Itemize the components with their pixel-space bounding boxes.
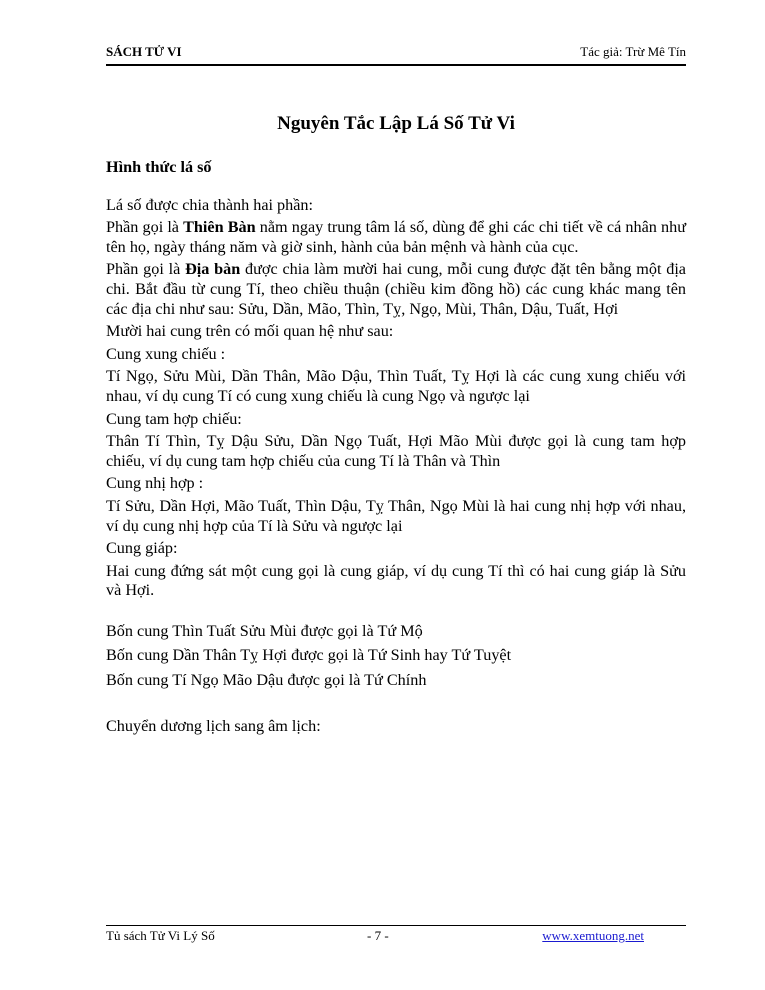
thien-ban-paragraph xyxy=(106,218,686,257)
text-fragment: Phần gọi là xyxy=(106,218,184,237)
intro-paragraph: Lá số được chia thành hai phần: xyxy=(106,195,314,214)
thien-ban-term: Thiên Bàn xyxy=(183,218,256,237)
xung-chieu-text: Tí Ngọ, Sửu Mùi, Dần Thân, Mão Dậu, Thìn Tuất, Tỵ Hợi là các cung xung chiếu với nhau, ví dụ cung Tí có cung xung chiếu là cung Ngọ và ngược lại xyxy=(106,367,686,405)
footer-divider xyxy=(106,925,686,926)
spacer xyxy=(106,604,686,622)
footer-series: Tủ sách Tử Vi Lý Số xyxy=(106,928,215,943)
nhi-hop-text: Tí Sửu, Dần Hợi, Mão Tuất, Thìn Dậu, Tỵ Thân, Ngọ Mùi là hai cung nhị hợp với nhau, ví dụ cung nhị hợp của Tí là Sửu và ngược lại xyxy=(106,496,686,535)
tam-hop-text: Thân Tí Thìn, Tỵ Dậu Sửu, Dần Ngọ Tuất, Hợi Mão Mùi được gọi là cung tam hợp chiếu, ví dụ cung tam hợp chiếu của cung Tí là Thân và Thìn xyxy=(106,432,686,470)
main-content xyxy=(106,158,686,739)
section-heading: Hình thức lá số xyxy=(106,158,212,176)
nhi-hop-label: Cung nhị hợp : xyxy=(106,474,204,493)
text-fragment: nằm ngay trung tâm lá số, dùng để ghi các chi tiết về cá nhân như tên họ, ngày tháng năm và giờ sinh, hành của bản mệnh và hành của cục. xyxy=(106,218,686,256)
text-fragment: Phần gọi là xyxy=(106,260,186,279)
tu-chinh-line: Bốn cung Tí Ngọ Mão Dậu được gọi là Tứ Chính xyxy=(106,671,427,690)
spacer xyxy=(106,696,686,717)
page-footer xyxy=(106,928,686,946)
cung-giap-label: Cung giáp: xyxy=(106,539,178,558)
lunar-conversion-heading: Chuyển dương lịch sang âm lịch: xyxy=(106,716,321,735)
tu-sinh-line: Bốn cung Dần Thân Tỵ Hợi được gọi là Tứ Sinh hay Tứ Tuyệt xyxy=(106,646,512,665)
dia-ban-term: Địa bàn xyxy=(185,260,241,279)
dia-ban-paragraph xyxy=(106,260,686,319)
tam-hop-label: Cung tam hợp chiếu: xyxy=(106,409,242,428)
website-link[interactable]: www.xemtuong.net xyxy=(542,928,644,943)
header-divider xyxy=(106,64,686,66)
relation-intro: Mười hai cung trên có mối quan hệ như sau: xyxy=(106,322,394,341)
xung-chieu-label: Cung xung chiếu : xyxy=(106,344,226,363)
author-credit: Tác giả: Trừ Mê Tín xyxy=(580,44,686,59)
page-header xyxy=(106,44,686,64)
tu-mo-line: Bốn cung Thìn Tuất Sửu Mùi được gọi là Tứ Mộ xyxy=(106,621,423,640)
text-fragment: được chia làm mười hai cung, mỗi cung được đặt tên bằng một địa chi. Bắt đầu từ cung Tí, theo chiều thuận (chiều kim đồng hồ) các cung khác mang tên các địa chi như sau: Sửu, Dần, Mão, Thìn, Tỵ, Ngọ, Mùi, Thân, Dậu, Tuất, Hợi xyxy=(106,260,686,318)
page-number: - 7 - xyxy=(367,928,389,943)
page-title: Nguyên Tắc Lập Lá Số Tử Vi xyxy=(277,113,515,134)
cung-giap-text: Hai cung đứng sát một cung gọi là cung giáp, ví dụ cung Tí thì có hai cung giáp là Sửu và Hợi. xyxy=(106,561,686,600)
book-title: SÁCH TỬ VI xyxy=(106,44,182,59)
